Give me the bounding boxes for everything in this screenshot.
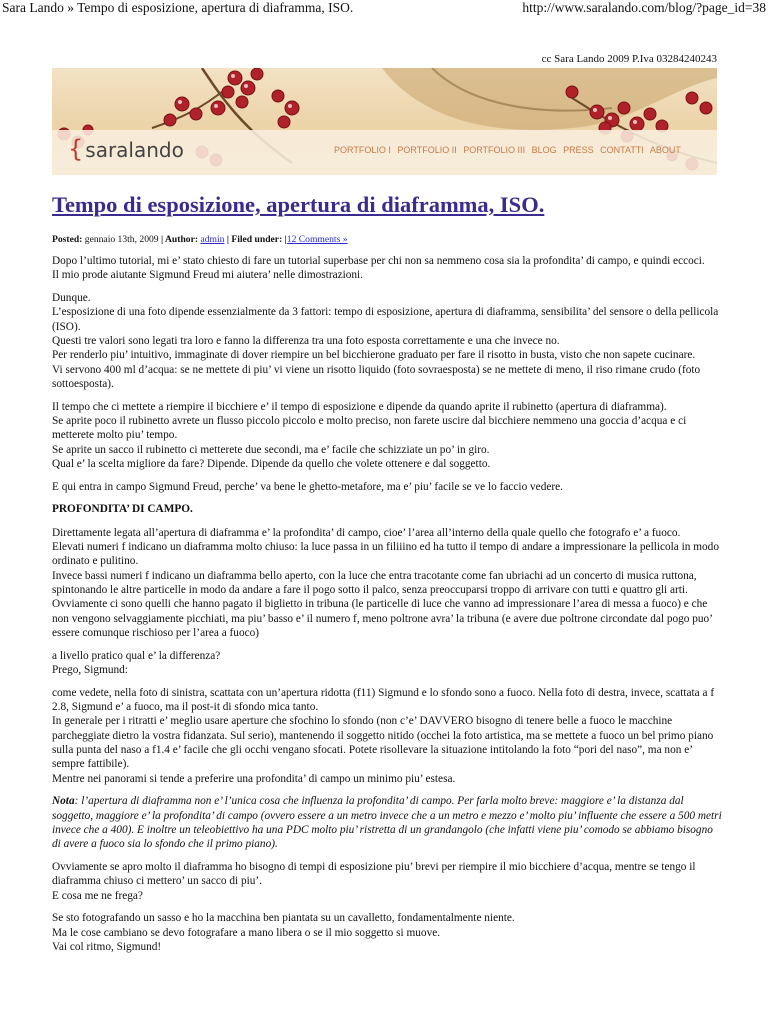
paragraph — [52, 291, 722, 391]
paragraph — [52, 649, 722, 678]
text-line: Vai col ritmo, Sigmund! — [52, 940, 162, 953]
text-line: Direttamente legata all’apertura di diaframma e’ la profondita’ di campo, cioe’ l’area all’interno della quale quello che fotografo e’ a fuoco. — [52, 526, 681, 539]
text-line: Se aprite un sacco il rubinetto ci metterete due secondi, ma e’ facile che schizziate un po’ in giro. — [52, 443, 490, 456]
paragraph — [52, 400, 722, 471]
paragraph — [52, 526, 722, 640]
print-page-url: http://www.saralando.com/blog/?page_id=38 — [522, 0, 766, 15]
site-logo[interactable] — [68, 136, 184, 163]
paragraph — [52, 254, 722, 283]
text-line: Mentre nei panorami si tende a preferire una profondita’ di campo un minimo piu’ estesa. — [52, 772, 456, 785]
text-line: Qual e’ la scelta migliore da fare? Dipende. Dipende da quello che volete ottenere e dal soggetto. — [52, 457, 491, 470]
text-line: Il tempo che ci mettete a riempire il bicchiere e’ il tempo di esposizione e dipende da quando aprite il rubinetto (apertura di diaframma). — [52, 400, 667, 413]
note-text: : l’apertura di diaframma non e’ l’unica cosa che influenza la profondita’ di campo. Per farla molto breve: maggiore e’ la distanza dal soggetto, maggiore e’ la profondita’ di campo (ovvero essere a un metro invece che a un metro e mezzo e’ molto piu’ influente che essere a 500 metri invece che a 400). E inoltre un teleobiettivo ha una PDC molto piu’ ristretta di un grandangolo (che infatti viene piu’ comodo se abbiamo bisogno di avere a fuoco sia lo sfondo che il primo piano). — [52, 795, 722, 851]
paragraph — [52, 911, 722, 954]
filed-under-label: | Filed under: | — [226, 234, 287, 245]
post-meta — [52, 234, 348, 246]
paragraph — [52, 480, 722, 494]
posted-label: Posted: — [52, 234, 83, 245]
text-line: Ma le cose cambiano se devo fotografare a mano libera o se il mio soggetto si muove. — [52, 926, 441, 939]
text-line: Se aprite poco il rubinetto avrete un flusso piccolo piccolo e molto preciso, non farete uscire dal bicchiere nemmeno una goccia d’acqua e ci metterete molto piu’ tempo. — [52, 414, 687, 442]
paragraph — [52, 686, 722, 786]
nav-blog[interactable]: BLOG — [531, 145, 557, 155]
nav-portfolio-2[interactable]: PORTFOLIO II — [397, 145, 457, 155]
logo-text: saralando — [85, 138, 184, 162]
section-heading: PROFONDITA’ DI CAMPO. — [52, 503, 193, 516]
post-title[interactable]: Tempo di esposizione, apertura di diaframma, ISO. — [52, 192, 545, 217]
nav-press[interactable]: PRESS — [563, 145, 594, 155]
author-label: | Author: — [161, 234, 199, 245]
note-paragraph — [52, 794, 722, 851]
text-line: Ovviamente ci sono quelli che hanno pagato il biglietto in tribuna (le particelle di luce che vanno ad impressionare l’area di messa a fuoco) e che non vengono selvaggiamente picchiati, ma piu’ basso e’ il numero f, meno poltrone avra’ la tribuna (e avere due poltrone circondate dal pogo puo’ essere comunque rischioso per l’area a fuoco) — [52, 598, 713, 639]
text-line: Ovviamente se apro molto il diaframma ho bisogno di tempi di esposizione piu’ brevi per riempire il mio bicchiere d’acqua, mentre se tengo il diaframma chiuso ci mettero’ un sacco di piu’. — [52, 860, 696, 888]
text-line: E cosa me ne frega? — [52, 889, 143, 902]
site-banner — [52, 68, 717, 175]
text-line: a livello pratico qual e’ la differenza? — [52, 649, 221, 662]
nav-about[interactable]: ABOUT — [649, 145, 681, 155]
post-content — [52, 254, 722, 963]
paragraph — [52, 860, 722, 903]
post-date: gennaio 13th, 2009 — [84, 234, 159, 245]
text-line: Vi servono 400 ml d’acqua: se ne mettete di piu’ vi viene un risotto liquido (foto sovraesposta) se ne mettete di meno, il riso rimane crudo (foto sottoesposta). — [52, 363, 701, 390]
print-header — [0, 0, 768, 16]
text-line: L’esposizione di una foto dipende essenzialmente da 3 fattori: tempo di esposizione, apertura di diaframma, sensibilita’ del sensore o della pellicola (ISO). — [52, 306, 719, 333]
text-line: Dopo l’ultimo tutorial, mi e’ stato chiesto di fare un tutorial superbase per chi non sa nemmeno cosa sia la profondita’ di campo, e quindi eccoci. — [52, 255, 705, 267]
text-line: E qui entra in campo Sigmund Freud, perche’ va bene le ghetto-metafore, ma e’ piu’ facile se ve lo faccio vedere. — [52, 480, 563, 493]
main-nav — [334, 144, 685, 156]
logo-brace: { — [68, 135, 84, 163]
nav-contatti[interactable]: CONTATTI — [600, 145, 644, 155]
text-line: Elevati numeri f indicano un diaframma molto chiuso: la luce passa in un filiiino ed ha tutto il tempo di andare a impressionare la pellicola in modo ordinato e pulitino. — [52, 541, 719, 568]
text-line: Prego, Sigmund: — [52, 663, 128, 676]
text-line: Per renderlo piu’ intuitivo, immaginate di dover riempire un bel bicchierone graduato per fare il risotto in busta, visto che non sapete cucinare. — [52, 349, 696, 362]
text-line: Questi tre valori sono legati tra loro e fanno la differenza tra una foto esposta correttamente e una che invece no. — [52, 334, 560, 347]
text-line: Se sto fotografando un sasso e ho la macchina ben piantata su un cavalletto, fondamentalmente niente. — [52, 912, 515, 925]
print-page-title: Sara Lando » Tempo di esposizione, apertura di diaframma, ISO. — [2, 0, 354, 15]
author-link[interactable]: admin — [200, 234, 225, 245]
text-line: Il mio prode aiutante Sigmund Freud mi aiutera’ nelle dimostrazioni. — [52, 269, 364, 282]
copyright-notice: cc Sara Lando 2009 P.Iva 03284240243 — [541, 53, 717, 65]
comments-link[interactable]: 12 Comments » — [286, 234, 348, 245]
text-line: Dunque. — [52, 292, 91, 305]
nav-portfolio-3[interactable]: PORTFOLIO III — [463, 145, 526, 155]
text-line: come vedete, nella foto di sinistra, scattata con un’apertura ridotta (f11) Sigmund e lo sfondo sono a fuoco. Nella foto di destra, invece, scattata a f 2.8, Sigmund e’ a fuoco, ma il post-it di sfondo mica tanto. — [52, 686, 715, 714]
nav-portfolio-1[interactable]: PORTFOLIO I — [334, 145, 391, 155]
note-label: Nota — [52, 795, 75, 808]
text-line: In generale per i ritratti e’ meglio usare aperture che sfochino lo sfondo (non c’e’ DAVVERO bisogno di tenere belle a fuoco le macchine parcheggiate dietro la vostra fidanzata. Sul serio), mantenendo il soggetto nitido (occhei la foto artistica, ma se mettete a fuoco un bel primo piano sulla punta del naso a f1.4 e’ facile che gli occhi vengano sfocati. Potete risollevare la situazione intitolando la foto “pori del naso”, ma non e’ sempre fattibile). — [52, 715, 714, 771]
text-line: Invece bassi numeri f indicano un diaframma bello aperto, con la luce che entra tracotante come fan ubriachi ad un concerto di musica ruttona, spintonando le altre particelle in modo da andare a fare il pogo sotto il palco, senza preoccuparsi troppo di arrivare con tutti e quattro gli arti. — [52, 569, 697, 596]
